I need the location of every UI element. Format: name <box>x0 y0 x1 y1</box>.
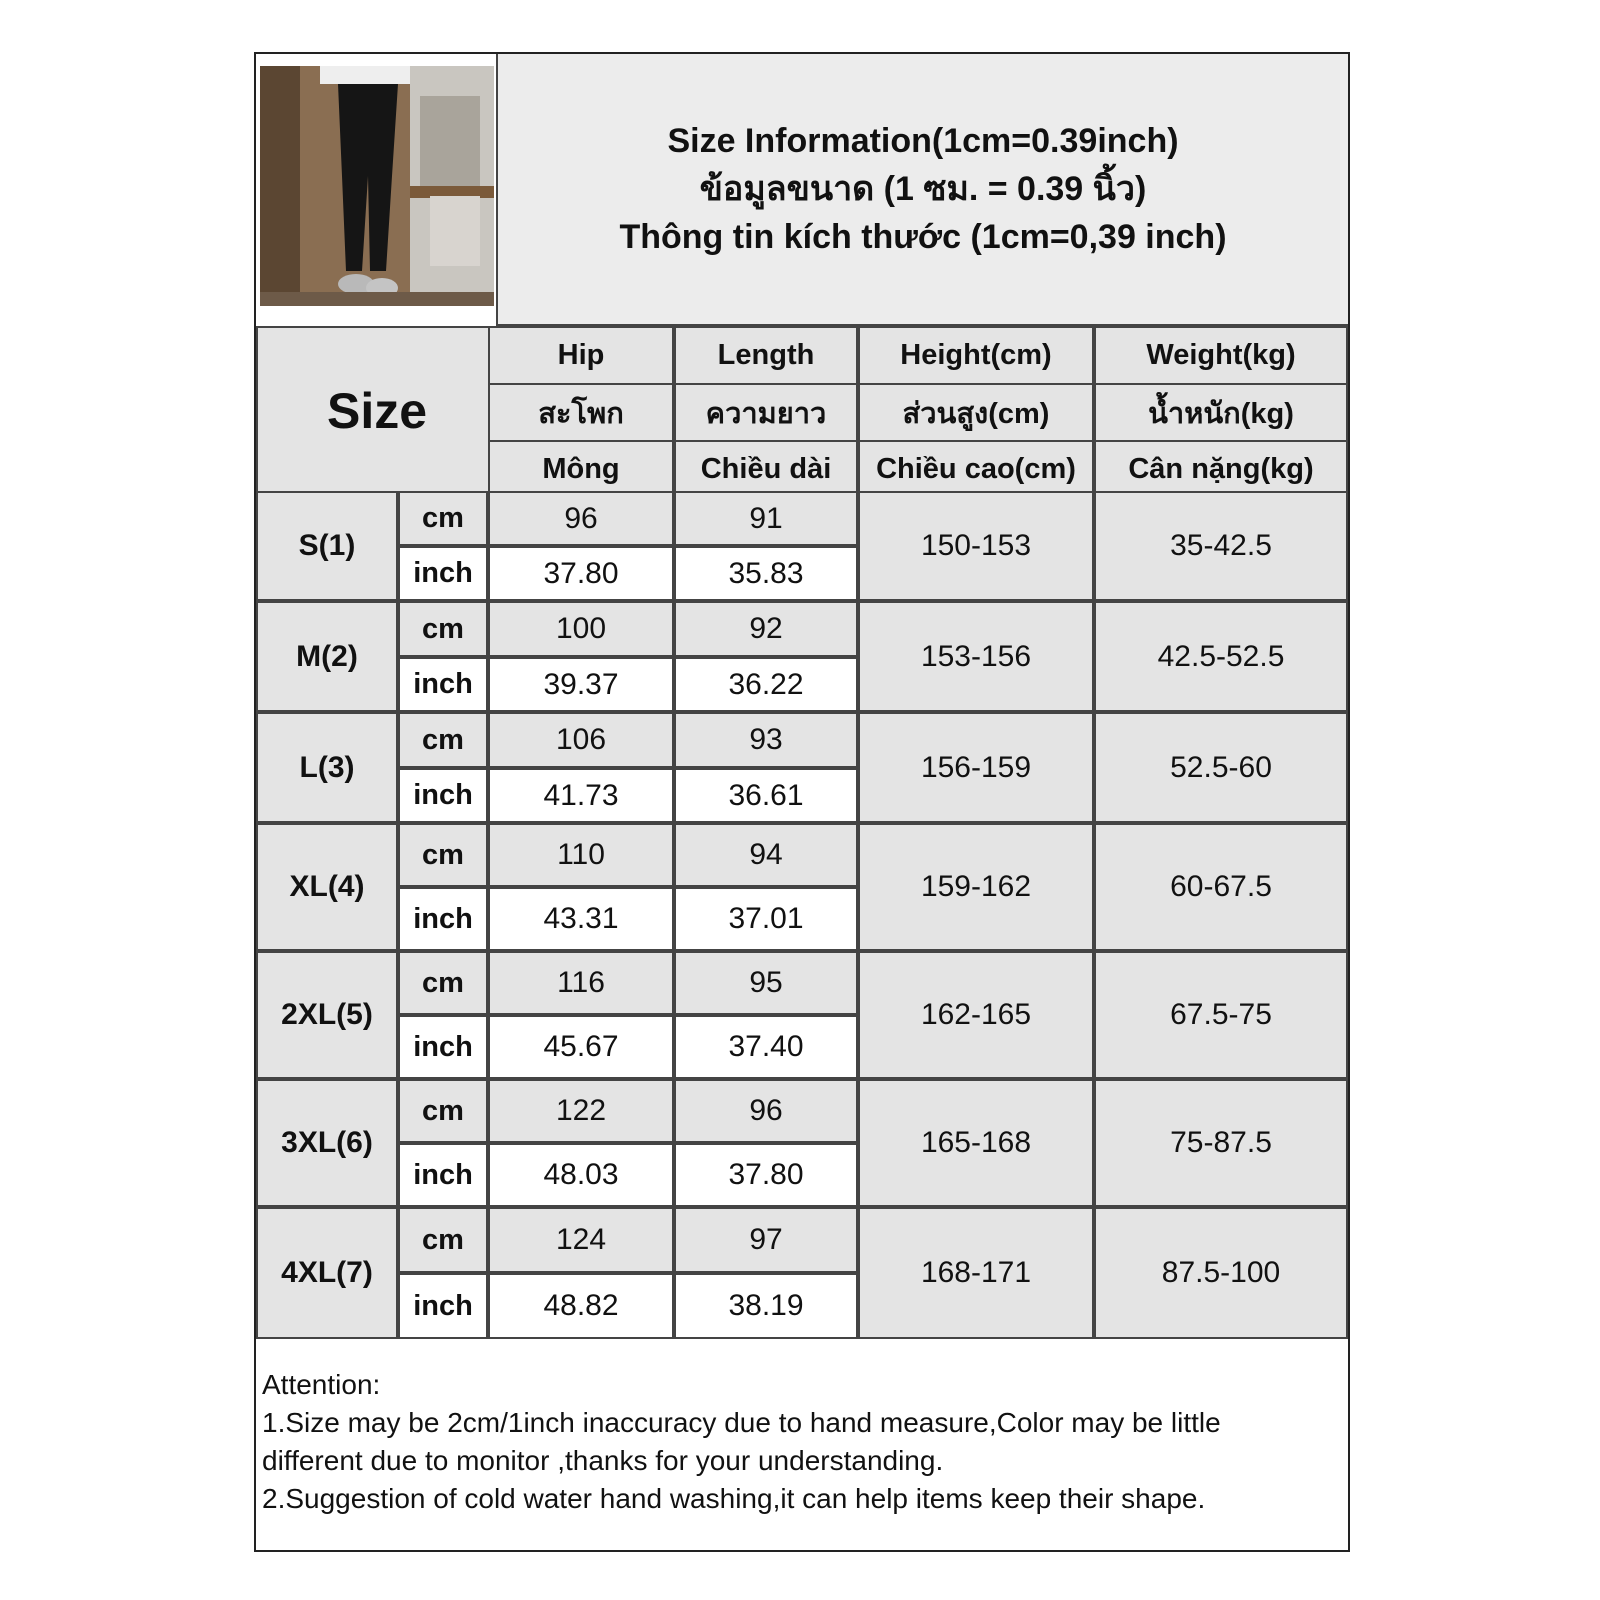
column-header-vi: Chiều cao(cm) <box>858 440 1094 499</box>
size-label: XL(4) <box>256 823 398 951</box>
weight-range-value: 87.5-100 <box>1094 1207 1348 1339</box>
hip-cm-value: 116 <box>488 951 674 1015</box>
length-inch-value: 37.40 <box>674 1015 858 1079</box>
size-label: 3XL(6) <box>256 1079 398 1207</box>
weight-range-value: 60-67.5 <box>1094 823 1348 951</box>
unit-inch-label: inch <box>398 546 488 601</box>
column-header-th: ส่วนสูง(cm) <box>858 383 1094 442</box>
length-cm-value: 92 <box>674 601 858 657</box>
column-header-th: ความยาว <box>674 383 858 442</box>
size-label: M(2) <box>256 601 398 712</box>
height-range-value: 168-171 <box>858 1207 1094 1339</box>
unit-cm-label: cm <box>398 951 488 1015</box>
length-inch-value: 36.22 <box>674 657 858 712</box>
column-header-vi: Mông <box>488 440 674 499</box>
height-range-value: 150-153 <box>858 491 1094 601</box>
column-header-en: Weight(kg) <box>1094 326 1348 385</box>
unit-inch-label: inch <box>398 657 488 712</box>
length-cm-value: 93 <box>674 712 858 768</box>
hip-inch-value: 48.03 <box>488 1143 674 1207</box>
hip-inch-value: 43.31 <box>488 887 674 951</box>
length-cm-value: 91 <box>674 491 858 546</box>
column-header-en: Hip <box>488 326 674 385</box>
column-header-vi: Cân nặng(kg) <box>1094 440 1348 499</box>
size-label: L(3) <box>256 712 398 823</box>
note-line: different due to monitor ,thanks for your understanding. <box>262 1445 944 1476</box>
column-header-en: Length <box>674 326 858 385</box>
product-photo <box>260 66 494 306</box>
model-in-pants-image <box>260 66 494 306</box>
height-range-value: 162-165 <box>858 951 1094 1079</box>
length-inch-value: 38.19 <box>674 1273 858 1339</box>
column-header-vi: Chiều dài <box>674 440 858 499</box>
weight-range-value: 35-42.5 <box>1094 491 1348 601</box>
hip-cm-value: 96 <box>488 491 674 546</box>
unit-inch-label: inch <box>398 768 488 823</box>
unit-inch-label: inch <box>398 1143 488 1207</box>
size-chart <box>254 52 1350 1552</box>
column-header-th: น้ำหนัก(kg) <box>1094 383 1348 442</box>
unit-inch-label: inch <box>398 1015 488 1079</box>
weight-range-value: 75-87.5 <box>1094 1079 1348 1207</box>
hip-inch-value: 37.80 <box>488 546 674 601</box>
title-block <box>496 54 1348 326</box>
length-cm-value: 94 <box>674 823 858 887</box>
unit-inch-label: inch <box>398 887 488 951</box>
attention-notes <box>260 1364 1346 1550</box>
size-label: S(1) <box>256 491 398 601</box>
weight-range-value: 67.5-75 <box>1094 951 1348 1079</box>
size-column-header: Size <box>256 326 498 496</box>
size-label: 4XL(7) <box>256 1207 398 1339</box>
unit-cm-label: cm <box>398 1079 488 1143</box>
unit-inch-label: inch <box>398 1273 488 1339</box>
length-cm-value: 96 <box>674 1079 858 1143</box>
hip-cm-value: 110 <box>488 823 674 887</box>
unit-cm-label: cm <box>398 712 488 768</box>
unit-cm-label: cm <box>398 491 488 546</box>
unit-cm-label: cm <box>398 601 488 657</box>
hip-cm-value: 124 <box>488 1207 674 1273</box>
size-label: 2XL(5) <box>256 951 398 1079</box>
hip-cm-value: 106 <box>488 712 674 768</box>
hip-inch-value: 41.73 <box>488 768 674 823</box>
weight-range-value: 52.5-60 <box>1094 712 1348 823</box>
height-range-value: 153-156 <box>858 601 1094 712</box>
notes-heading: Attention: <box>262 1369 381 1400</box>
length-cm-value: 97 <box>674 1207 858 1273</box>
hip-inch-value: 48.82 <box>488 1273 674 1339</box>
length-cm-value: 95 <box>674 951 858 1015</box>
note-line: 2.Suggestion of cold water hand washing,it can help items keep their shape. <box>262 1483 1206 1514</box>
note-line: 1.Size may be 2cm/1inch inaccuracy due to hand measure,Color may be little <box>262 1407 1221 1438</box>
hip-cm-value: 122 <box>488 1079 674 1143</box>
unit-cm-label: cm <box>398 823 488 887</box>
weight-range-value: 42.5-52.5 <box>1094 601 1348 712</box>
height-range-value: 165-168 <box>858 1079 1094 1207</box>
column-header-en: Height(cm) <box>858 326 1094 385</box>
title-english: Size Information(1cm=0.39inch) <box>667 122 1179 160</box>
unit-cm-label: cm <box>398 1207 488 1273</box>
column-header-th: สะโพก <box>488 383 674 442</box>
height-range-value: 156-159 <box>858 712 1094 823</box>
height-range-value: 159-162 <box>858 823 1094 951</box>
length-inch-value: 35.83 <box>674 546 858 601</box>
length-inch-value: 37.01 <box>674 887 858 951</box>
length-inch-value: 37.80 <box>674 1143 858 1207</box>
title-thai: ข้อมูลขนาด (1 ซม. = 0.39 นิ้ว) <box>699 170 1147 208</box>
length-inch-value: 36.61 <box>674 768 858 823</box>
hip-inch-value: 39.37 <box>488 657 674 712</box>
hip-inch-value: 45.67 <box>488 1015 674 1079</box>
title-vietnamese: Thông tin kích thước (1cm=0,39 inch) <box>619 218 1227 256</box>
hip-cm-value: 100 <box>488 601 674 657</box>
